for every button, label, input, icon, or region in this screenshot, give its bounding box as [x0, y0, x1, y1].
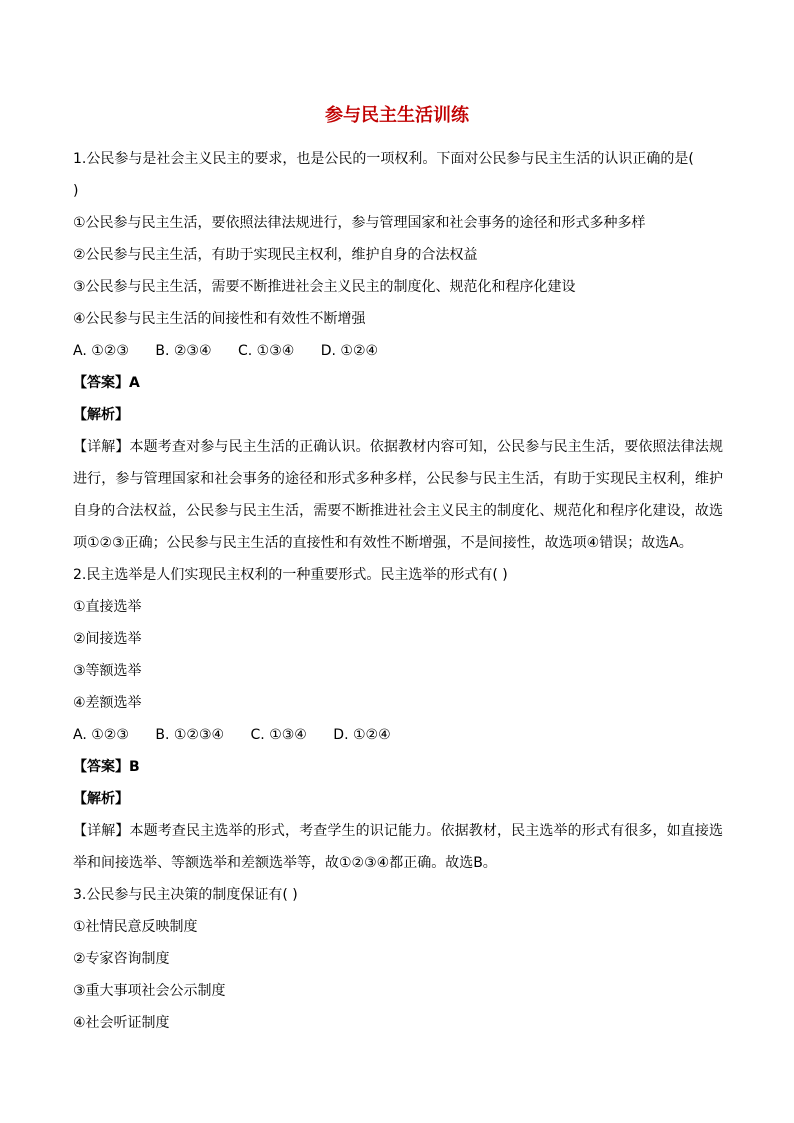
document-body	[73, 143, 723, 1039]
q1-options	[73, 335, 723, 367]
q3-item: ③重大事项社会公示制度	[73, 983, 226, 999]
q1-answer: 【答案】A	[73, 375, 140, 391]
q2-item: ③等额选举	[73, 663, 142, 679]
q3-item: ②专家咨询制度	[73, 951, 170, 967]
q3-item: ④社会听证制度	[73, 1015, 170, 1031]
q1-analysis-label: 【解析】	[73, 407, 129, 423]
q1-item: ③公民参与民主生活，需要不断推进社会主义民主的制度化、规范化和程序化建设	[73, 279, 576, 295]
q1-option-b: B. ②③④	[155, 343, 212, 359]
q2-stem: 2.民主选举是人们实现民主权利的一种重要形式。民主选举的形式有( )	[73, 567, 508, 583]
q1-option-d: D. ①②④	[320, 343, 379, 359]
q2-analysis-label: 【解析】	[73, 791, 129, 807]
q2-item: ④差额选举	[73, 695, 142, 711]
q2-options	[73, 719, 723, 751]
q1-stem-close: )	[73, 183, 79, 199]
q1-item: ①公民参与民主生活，要依照法律法规进行，参与管理国家和社会事务的途径和形式多种多样	[73, 215, 646, 231]
q2-detail: 【详解】本题考查民主选举的形式，考查学生的识记能力。依据教材，民主选举的形式有很多，如直接选举和间接选举、等额选举和差额选举等，故①②③④都正确。故选B。	[73, 823, 723, 871]
page-title: 参与民主生活训练	[325, 105, 469, 126]
q2-option-a: A. ①②③	[73, 727, 129, 743]
q1-stem: 1.公民参与是社会主义民主的要求，也是公民的一项权利。下面对公民参与民主生活的认识正确的是(	[73, 151, 694, 167]
q2-option-c: C. ①③④	[250, 727, 307, 743]
q1-item: ④公民参与民主生活的间接性和有效性不断增强	[73, 311, 366, 327]
q1-option-c: C. ①③④	[237, 343, 295, 359]
q2-answer: 【答案】B	[73, 759, 140, 775]
q3-item: ①社情民意反映制度	[73, 919, 198, 935]
q3-stem: 3.公民参与民主决策的制度保证有( )	[73, 887, 298, 903]
q1-option-a: A. ①②③	[73, 343, 129, 359]
q2-item: ②间接选举	[73, 631, 142, 647]
q2-option-b: B. ①②③④	[155, 727, 225, 743]
q2-item: ①直接选举	[73, 599, 142, 615]
q2-option-d: D. ①②④	[333, 727, 391, 743]
q1-detail: 【详解】本题考查对参与民主生活的正确认识。依据教材内容可知，公民参与民主生活，要依照法律法规进行，参与管理国家和社会事务的途径和形式多种多样，公民参与民主生活，有助于实现民主权利，维护自身的合法权益，公民参与民主生活，需要不断推进社会主义民主的制度化、规范化和程序化建设，故选项①②③正确；公民参与民主生活的直接性和有效性不断增强，不是间接性，故选项④错误；故选A。	[73, 439, 723, 551]
q1-item: ②公民参与民主生活，有助于实现民主权利，维护自身的合法权益	[73, 247, 478, 263]
